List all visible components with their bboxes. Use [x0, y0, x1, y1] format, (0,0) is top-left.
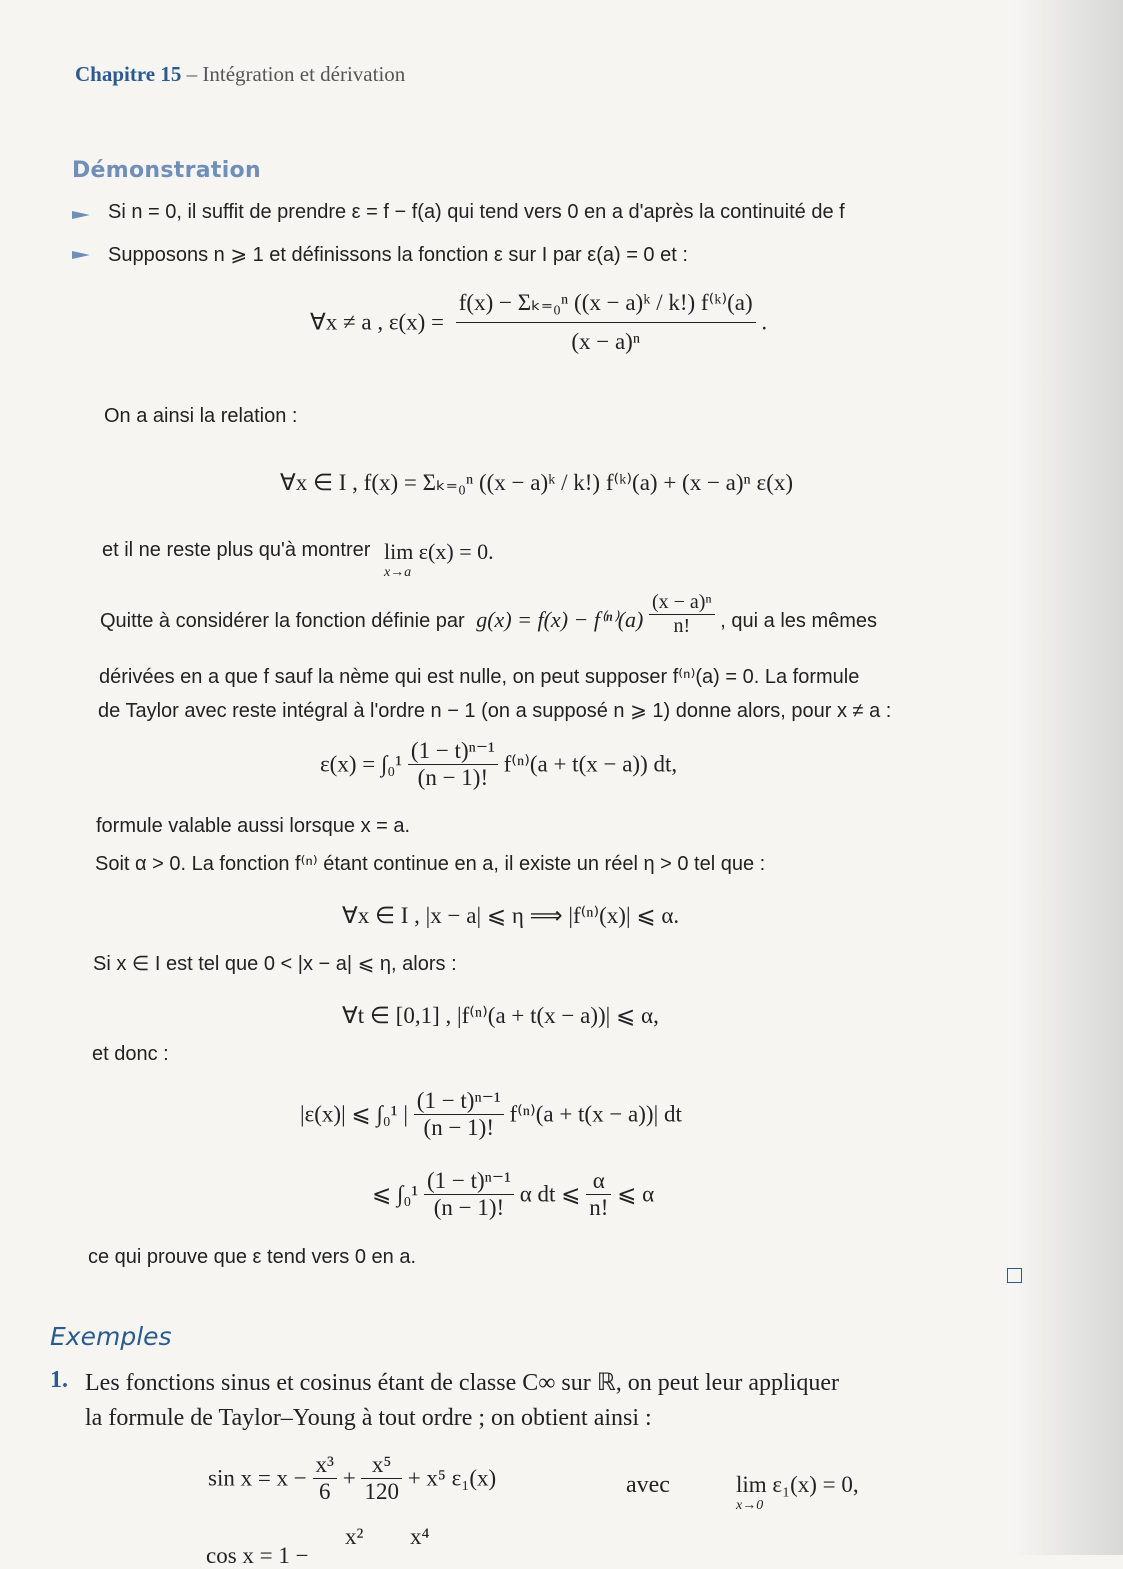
limit-sentence	[102, 539, 494, 581]
page-edge-shadow	[1013, 0, 1123, 1555]
limit-subscript: x→a	[383, 565, 412, 580]
eq1-numerator: f(x) − Σₖ₌₀ⁿ ((x − a)ᵏ / k!) f⁽ᵏ⁾(a)	[458, 290, 753, 315]
sin-formula	[208, 1452, 496, 1505]
sin-frac1-den: 6	[313, 1478, 337, 1505]
sin-limit-expr: lim ε₁(x) = 0,	[736, 1472, 859, 1497]
equation-taylor-relation: ∀x ∈ I , f(x) = Σₖ₌₀ⁿ ((x − a)ᵏ / k!) f⁽ᵏ⁾(a) + (x − a)ⁿ ε(x)	[280, 470, 794, 495]
cos-frac2-numerator: x⁴	[410, 1524, 430, 1549]
equation-epsilon-def: ∀x ≠ a , ε(x) = $\frac{\text{f(x) − Σₖ₌₀ⁿ ((x − a)ᵏ / k!) f⁽ᵏ⁾(a)}}{\text{(x − a)ⁿ}}$ .	[310, 290, 768, 354]
p1-frac-den: n!	[649, 614, 715, 638]
eq7-numerator: (1 − t)ⁿ⁻¹	[427, 1168, 511, 1193]
eq3-denominator: (n − 1)!	[408, 764, 498, 791]
bullet-arrow-icon	[72, 211, 90, 219]
eq7-left: ⩽ ∫₀¹	[372, 1181, 419, 1207]
sin-limit	[736, 1472, 859, 1514]
paragraph-line-2: dérivées en a que f sauf la nème qui est nulle, on peut supposer f⁽ⁿ⁾(a) = 0. La formule	[99, 666, 860, 688]
chapter-number: Chapitre 15	[75, 62, 182, 86]
paragraph-line-3: de Taylor avec reste intégral à l'ordre n − 1 (on a supposé n ⩾ 1) donne alors, pour x ≠ a :	[98, 700, 892, 722]
sin-frac2-num: x⁵	[371, 1452, 392, 1477]
relation-text: On a ainsi la relation :	[104, 405, 298, 427]
equation-bound: ∀t ∈ [0,1] , |f⁽ⁿ⁾(a + t(x − a))| ⩽ α,	[342, 1003, 659, 1028]
running-header	[75, 62, 405, 87]
eq7-denominator: (n − 1)!	[424, 1194, 514, 1221]
avec-text: avec	[626, 1472, 670, 1498]
sin-left: sin x = x −	[208, 1465, 307, 1491]
limit-expression: lim ε(x) = 0.	[383, 539, 494, 564]
sin-rest: + x⁵ ε₁(x)	[407, 1465, 497, 1491]
eq7-right: ⩽ α	[617, 1181, 655, 1207]
examples-title: Exemples	[50, 1322, 172, 1351]
eq7-numerator-2: α	[592, 1168, 605, 1193]
eq6-numerator: (1 − t)ⁿ⁻¹	[416, 1088, 501, 1113]
bullet-2-text: Supposons n ⩾ 1 et définissons la fonction ε sur I par ε(a) = 0 et :	[108, 244, 688, 266]
eq3-right: f⁽ⁿ⁾(a + t(x − a)) dt,	[503, 751, 678, 777]
soit-text: Soit α > 0. La fonction f⁽ⁿ⁾ étant continue en a, il existe un réel η > 0 tel que :	[95, 853, 766, 875]
demonstration-title: Démonstration	[72, 158, 261, 183]
p1-line1-end: , qui a les mêmes	[720, 609, 878, 632]
eq6-left: |ε(x)| ⩽ ∫₀¹ |	[300, 1101, 409, 1127]
donc-text: et donc :	[92, 1043, 169, 1065]
equation-continuity: ∀x ∈ I , |x − a| ⩽ η ⟹ |f⁽ⁿ⁾(x)| ⩽ α.	[342, 903, 680, 928]
p1-line1-start: Quitte à considérer la fonction définie par	[100, 609, 465, 632]
eq3-left: ε(x) = ∫₀¹	[320, 751, 403, 777]
sin-frac1-num: x³	[315, 1452, 334, 1477]
example-line-2: la formule de Taylor–Young à tout ordre ; on obtient ainsi :	[85, 1405, 652, 1431]
bullet-arrow-icon	[72, 251, 90, 259]
sin-limit-sub: x→0	[736, 1498, 764, 1513]
chapter-title: – Intégration et dérivation	[186, 62, 406, 86]
equation-integral-remainder	[320, 738, 677, 791]
p1-frac-num: (x − a)ⁿ	[651, 591, 712, 613]
qed-square-icon	[1007, 1268, 1022, 1283]
conclusion-text: ce qui prouve que ε tend vers 0 en a.	[88, 1246, 417, 1268]
eq3-numerator: (1 − t)ⁿ⁻¹	[410, 738, 495, 763]
eq6-right: f⁽ⁿ⁾(a + t(x − a))| dt	[509, 1101, 682, 1127]
equation-final-bound	[372, 1168, 654, 1221]
eq6-denominator: (n − 1)!	[414, 1114, 504, 1141]
eq1-denominator: (x − a)ⁿ	[456, 322, 756, 355]
sin-plus: +	[342, 1465, 356, 1491]
cos-formula-partial: cos x = 1 −	[206, 1543, 309, 1568]
paragraph-line-1	[100, 591, 878, 638]
valid-text: formule valable aussi lorsque x = a.	[96, 815, 411, 837]
eq1-left: ∀x ≠ a , ε(x) =	[310, 309, 445, 335]
si-text: Si x ∈ I est tel que 0 < |x − a| ⩽ η, alors :	[93, 953, 457, 975]
p1-g-expression: g(x) = f(x) − f⁽ⁿ⁾(a)	[476, 606, 644, 632]
cos-frac1-numerator: x²	[345, 1524, 364, 1549]
example-line-1: Les fonctions sinus et cosinus étant de classe C∞ sur ℝ, on peut leur appliquer	[85, 1370, 839, 1396]
eq7-mid: α dt ⩽	[519, 1181, 581, 1207]
sin-frac2-den: 120	[361, 1478, 402, 1505]
bullet-1-text: Si n = 0, il suffit de prendre ε = f − f(a) qui tend vers 0 en a d'après la continuité de f	[108, 201, 845, 223]
limit-text: et il ne reste plus qu'à montrer	[102, 539, 371, 561]
example-number: 1.	[50, 1367, 68, 1393]
equation-abs-bound	[300, 1088, 682, 1141]
eq7-denominator-2: n!	[586, 1194, 611, 1221]
